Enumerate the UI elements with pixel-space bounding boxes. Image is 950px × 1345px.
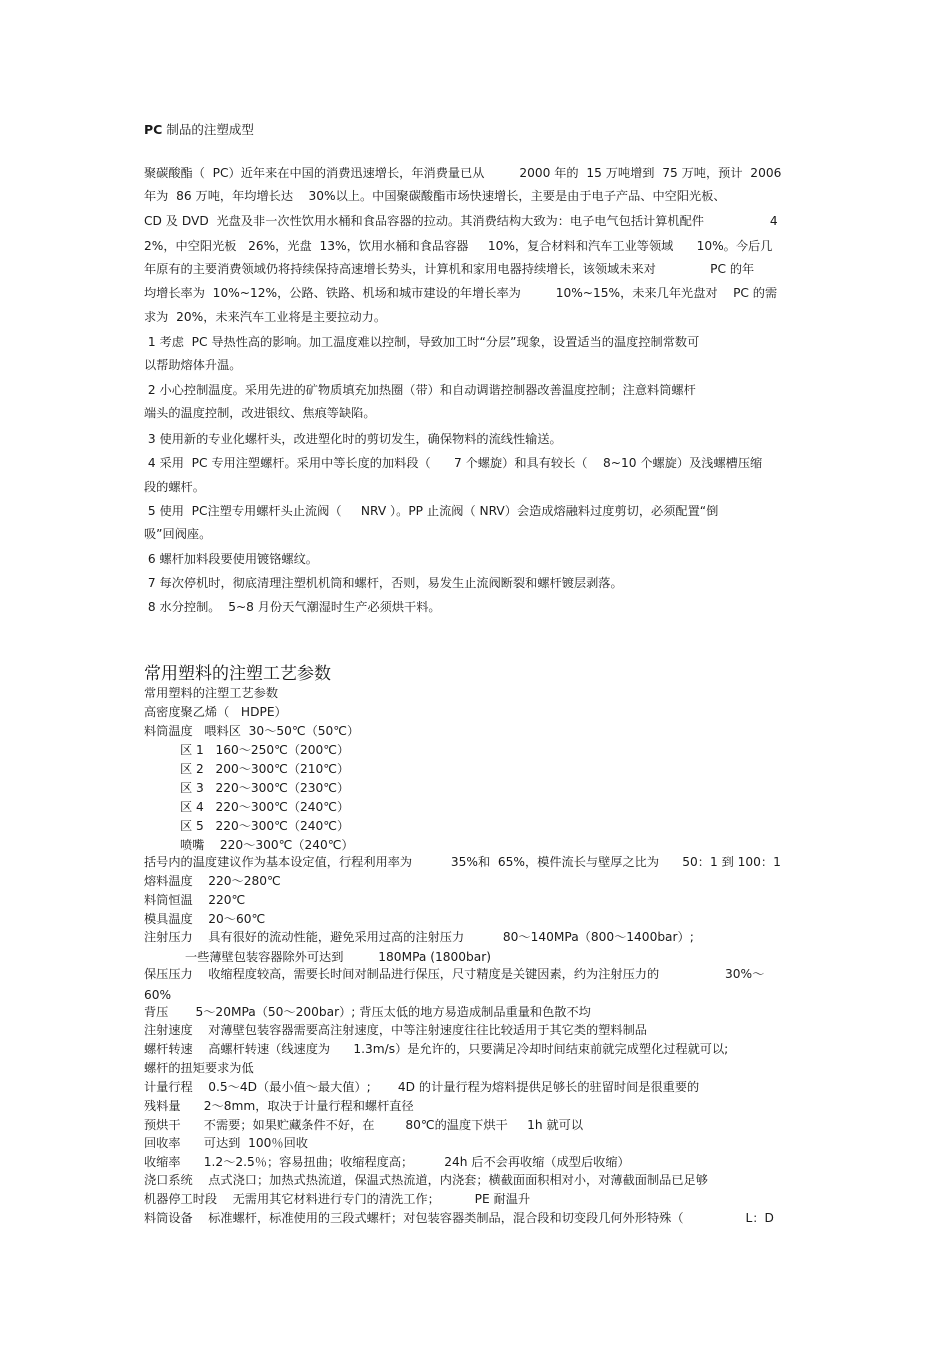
pc-item-line: 吸”回阀座。 (144, 527, 212, 541)
pc-paragraph-line: 年为 86 万吨，年均增长达 30%以上。中国聚碳酸酯市场快速增长，主要是由于电子产品、中空阳光板、 (144, 189, 726, 203)
pc-item-line: 1 考虑 PC 导热性高的影响。加工温度难以控制，导致加工时“分层”现象，设置适当的温度控制常数可 (144, 335, 700, 349)
pc-item-line: 3 使用新的专业化螺杆头，改进塑化时的剪切发生，确保物料的流线性输送。 (144, 432, 562, 446)
param-line: 熔料温度 220～280℃ (144, 874, 281, 888)
param-line: 料筒设备 标准螺杆，标准使用的三段式螺杆；对包装容器类制品，混合段和切变段几何外形特殊（ L：D (144, 1211, 774, 1225)
param-line: 模具温度 20～60℃ (144, 912, 266, 926)
pc-item-line: 4 采用 PC 专用注塑螺杆。采用中等长度的加料段（ 7 个螺旋）和具有较长（ 8~10 个螺旋）及浅螺槽压缩 (144, 456, 763, 470)
param-line: 保压压力 收缩程度较高，需要长时间对制品进行保压，尺寸精度是关键因素，约为注射压力的 30%～ (144, 967, 765, 981)
pc-paragraph-line: 年原有的主要消费领域仍将持续保持高速增长势头，计算机和家用电器持续增长，该领域未来对 PC 的年 (144, 262, 755, 276)
pc-paragraph-line: 聚碳酸酯（ PC）近年来在中国的消费迅速增长，年消费量已从 2000 年的 15 万吨增到 75 万吨，预计 2006 (144, 166, 782, 180)
param-line: 回收率 可达到 100％回收 (144, 1136, 308, 1150)
param-line: 注射速度 对薄壁包装容器需要高注射速度，中等注射速度往往比较适用于其它类的塑料制品 (144, 1023, 647, 1037)
nozzle-temp: 喷嘴 220～300℃（240℃） (180, 838, 354, 852)
material-name: 高密度聚乙烯（ HDPE） (144, 705, 287, 719)
zone-temp: 区 3 220～300℃（230℃） (180, 781, 350, 795)
zone-temp: 区 2 200～300℃（210℃） (180, 762, 350, 776)
param-line: 螺杆的扭矩要求为低 (144, 1061, 254, 1075)
param-line: 括号内的温度建议作为基本设定值，行程利用率为 35%和 65%，模件流长与壁厚之比为 50：1 到 100：1 (144, 855, 781, 869)
param-line: 料筒恒温 220℃ (144, 893, 246, 907)
pc-item-line: 5 使用 PC注塑专用螺杆头止流阀（ NRV ）。PP 止流阀（ NRV）会造成熔融料过度剪切，必须配置“倒 (144, 504, 719, 518)
pc-item-line: 端头的温度控制，改进银纹、焦痕等缺陷。 (144, 406, 376, 420)
pc-paragraph-line: 均增长率为 10%~12%，公路、铁路、机场和城市建设的年增长率为 10%~15%，未来几年光盘对 PC 的需 (144, 286, 778, 300)
param-line: 收缩率 1.2～2.5％；容易扭曲；收缩程度高； 24h 后不会再收缩（成型后收缩） (144, 1155, 630, 1169)
param-line: 螺杆转速 高螺杆转速（线速度为 1.3m/s）是允许的，只要满足冷却时间结束前就完成塑化过程就可以; (144, 1042, 729, 1056)
pc-paragraph-line: 求为 20%，未来汽车工业将是主要拉动力。 (144, 310, 387, 324)
zone-temp: 区 1 160～250℃（200℃） (180, 743, 350, 757)
pc-item-line: 8 水分控制。 5~8 月份天气潮湿时生产必须烘干料。 (144, 600, 441, 614)
barrel-temp: 料筒温度 喂料区 30～50℃（50℃） (144, 724, 360, 738)
param-line: 浇口系统 点式浇口；加热式热流道，保温式热流道，内浇套；横截面面积相对小，对薄截面制品已足够 (144, 1173, 708, 1187)
section-subheading: 常用塑料的注塑工艺参数 (144, 686, 279, 700)
title-rest: 制品的注塑成型 (162, 122, 254, 137)
param-line: 机器停工时段 无需用其它材料进行专门的清洗工作； PE 耐温升 (144, 1192, 531, 1206)
param-line: 残料量 2～8mm，取决于计量行程和螺杆直径 (144, 1099, 414, 1113)
param-line: 预烘干 不需要；如果贮藏条件不好，在 80℃的温度下烘干 1h 就可以 (144, 1118, 584, 1132)
section-heading: 常用塑料的注塑工艺参数 (144, 664, 331, 684)
pc-item-line: 6 螺杆加料段要使用镀铬螺纹。 (144, 552, 318, 566)
param-line: 注射压力 具有很好的流动性能，避免采用过高的注射压力 80～140MPa（800～1400bar）; (144, 930, 694, 944)
pc-item-line: 2 小心控制温度。采用先进的矿物质填充加热圈（带）和自动调谐控制器改善温度控制；注意料筒螺杆 (144, 383, 696, 397)
pc-paragraph-line: 2%，中空阳光板 26%，光盘 13%，饮用水桶和食品容器 10%，复合材料和汽车工业等领域 10%。今后几 (144, 239, 773, 253)
zone-temp: 区 4 220～300℃（240℃） (180, 800, 350, 814)
thin-wall-note: 一些薄壁包装容器除外可达到 180MPa (1800bar) (185, 950, 491, 964)
pc-item-line: 以帮助熔体升温。 (144, 358, 242, 372)
pc-paragraph-line: CD 及 DVD 光盘及非一次性饮用水桶和食品容器的拉动。其消费结构大致为：电子电气包括计算机配件 4 (144, 214, 778, 228)
param-line: 计量行程 0.5～4D（最小值～最大值）; 4D 的计量行程为熔料提供足够长的驻留时间是很重要的 (144, 1080, 700, 1094)
section-pc-title (144, 122, 254, 138)
title-bold: PC (144, 122, 163, 137)
param-line: 60% (144, 988, 172, 1002)
pc-item-line: 7 每次停机时，彻底清理注塑机机筒和螺杆，否则，易发生止流阀断裂和螺杆镀层剥落。 (144, 576, 623, 590)
param-line: 背压 5～20MPa（50～200bar）; 背压太低的地方易造成制品重量和色散不均 (144, 1005, 591, 1019)
pc-item-line: 段的螺杆。 (144, 480, 205, 494)
zone-temp: 区 5 220～300℃（240℃） (180, 819, 350, 833)
